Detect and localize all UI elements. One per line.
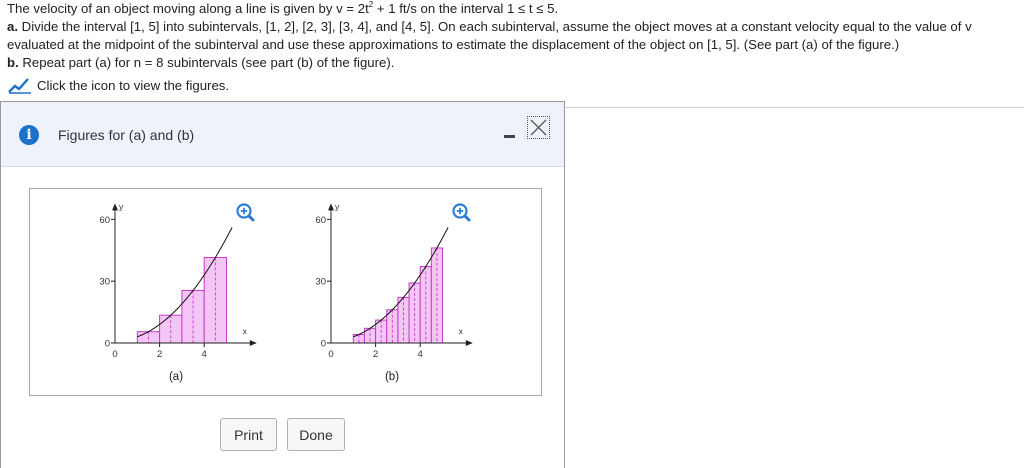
view-figures-text[interactable]: Click the icon to view the figures. — [37, 77, 230, 93]
close-icon[interactable] — [528, 117, 549, 138]
part-a-label: a. — [7, 19, 18, 34]
part-a-text-continued: evaluated at the midpoint of the subinterval and use these approximations to estimate the displacement of the object on [1, 5]. (See part (a) of the figure.) — [7, 37, 900, 52]
part-b-line — [7, 54, 1017, 72]
figures-panel — [29, 188, 542, 396]
figures-svg — [30, 189, 541, 395]
dialog-header — [1, 102, 564, 167]
part-a-line-1 — [7, 18, 1017, 36]
x-tick-label: 2 — [156, 349, 163, 360]
chart-line-icon[interactable] — [8, 76, 32, 94]
x-tick-label: 0 — [328, 349, 334, 360]
y-tick-label: 0 — [104, 338, 110, 350]
part-b-label: b. — [7, 55, 19, 70]
y-tick-label: 60 — [315, 214, 326, 226]
part-a-text: Divide the interval [1, 5] into subintervals, [1, 2], [2, 3], [3, 4], and [4, 5]. On each subinterval, assume the object moves at a constant velocity equal to the value of v — [18, 19, 972, 34]
y-axis-label: y — [335, 201, 340, 212]
view-figures-link[interactable] — [8, 76, 229, 94]
x-tick-label: 2 — [372, 349, 379, 360]
problem-line-1 — [7, 0, 1017, 18]
bar — [160, 315, 182, 343]
panel-label: (a) — [168, 371, 184, 383]
x-axis-label: x — [458, 326, 463, 336]
chart-a — [99, 201, 256, 383]
problem-statement — [7, 0, 1017, 72]
minimize-button[interactable] — [498, 124, 520, 146]
y-axis-label: y — [119, 201, 124, 212]
dialog-title: Figures for (a) and (b) — [58, 127, 195, 143]
chart-b — [315, 201, 472, 383]
content-divider — [566, 107, 1024, 108]
x-axis-label: x — [242, 326, 247, 336]
x-axis-arrow — [466, 340, 473, 346]
x-tick-label: 0 — [112, 349, 118, 360]
velocity-text: The velocity of an object moving along a line is given by v = 2t — [7, 1, 369, 16]
part-a-line-2 — [7, 36, 1017, 54]
panel-label: (b) — [384, 371, 400, 383]
close-button[interactable] — [527, 116, 550, 139]
interval-text: + 1 ft/s on the interval 1 ≤ t ≤ 5. — [373, 1, 559, 16]
minimize-icon[interactable] — [504, 135, 515, 138]
x-tick-label: 4 — [201, 349, 207, 360]
y-tick-label: 0 — [320, 338, 326, 350]
info-icon: i — [19, 125, 39, 145]
y-tick-label: 30 — [315, 276, 326, 288]
y-tick-label: 30 — [99, 276, 110, 288]
figures-dialog — [0, 101, 565, 468]
print-button[interactable]: Print — [220, 418, 277, 451]
exponent: 2 — [368, 0, 374, 9]
done-button[interactable]: Done — [287, 418, 345, 451]
y-axis-arrow — [328, 203, 334, 210]
zoom-icon-b[interactable] — [454, 205, 470, 221]
y-axis-arrow — [112, 203, 118, 210]
part-b-text: Repeat part (a) for n = 8 subintervals (see part (b) of the figure). — [18, 55, 395, 70]
x-tick-label: 4 — [417, 349, 423, 360]
zoom-icon-a[interactable] — [238, 205, 254, 221]
y-tick-label: 60 — [99, 214, 110, 226]
x-axis-arrow — [250, 340, 257, 346]
